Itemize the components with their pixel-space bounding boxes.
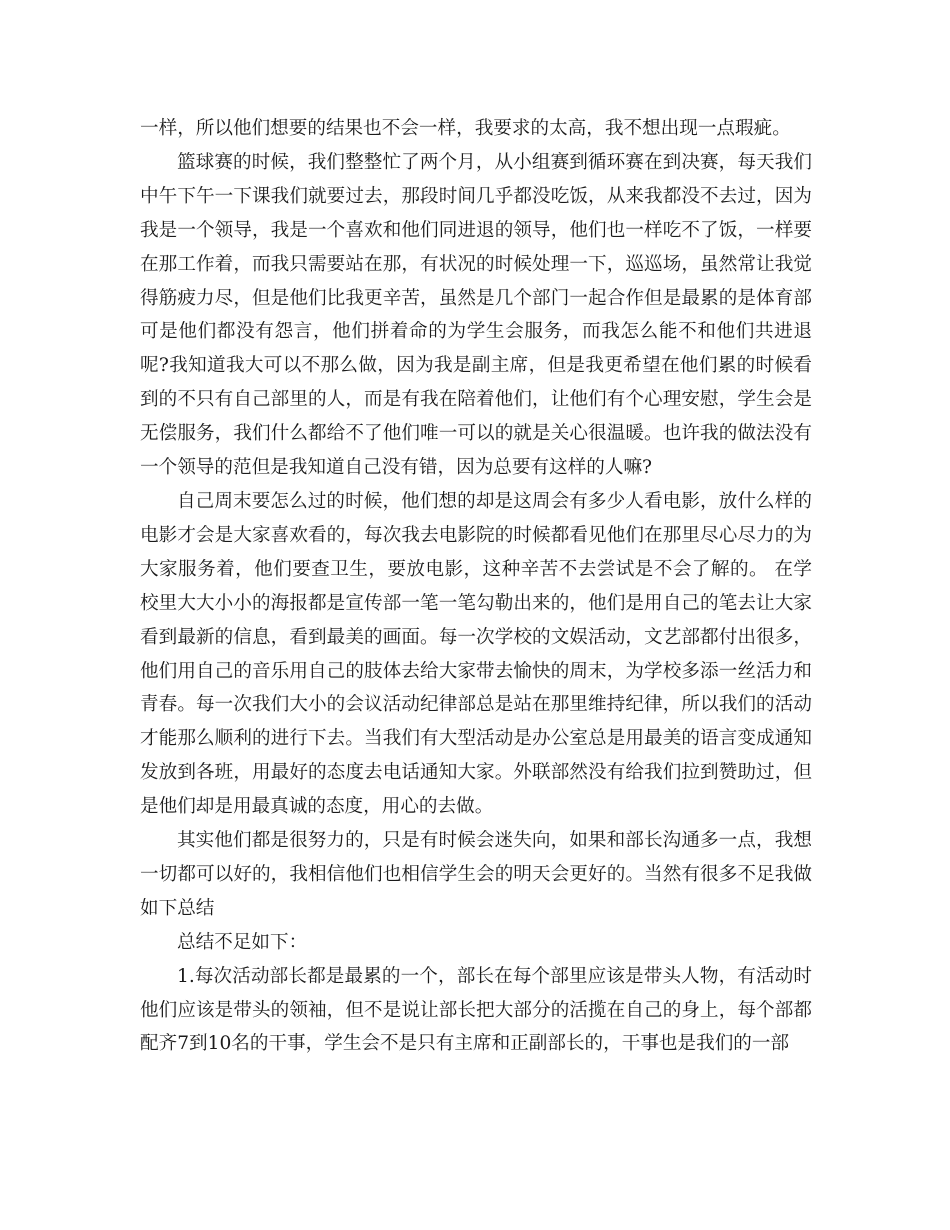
paragraph-2: 篮球赛的时候，我们整整忙了两个月，从小组赛到循环赛在到决赛，每天我们中午下午一下课我们就要过去，那段时间几乎都没吃饭，从来我都没不去过，因为我是一个领导，我是一个喜欢和他们同进退的领导，他们也一样吃不了饭，一样要在那工作着，而我只需要站在那，有状况的时候处理一下，巡巡场，虽然常让我觉得筋疲力尽，但是他们比我更辛苦，虽然是几个部门一起合作但是最累的是体育部可是他们都没有怨言，他们拼着命的为学生会服务，而我怎么能不和他们共进退呢?我知道我大可以不那么做，因为我是副主席，但是我更希望在他们累的时候看到的不只有自己部里的人，而是有我在陪着他们，让他们有个心理安慰，学生会是无偿服务，我们什么都给不了他们唯一可以的就是关心很温暖。也许我的做法没有一个领导的范但是我知道自己没有错，因为总要有这样的人嘛? <box>140 151 812 479</box>
paragraph-1: 一样，所以他们想要的结果也不会一样，我要求的太高，我不想出现一点瑕疵。 <box>140 118 791 139</box>
paragraph-5: 总结不足如下： <box>177 931 308 953</box>
paragraph-6: 1.每次活动部长都是最累的一个，部长在每个部里应该是带头人物，有活动时他们应该是带头的领袖，但不是说让部长把大部分的活揽在自己的身上，每个部都配齐7到10名的干事，学生会不是只有主席和正副部长的，干事也是我们的一部 <box>140 965 812 1055</box>
paragraph-3: 自己周末要怎么过的时候，他们想的却是这周会有多少人看电影，放什么样的电影才会是大家喜欢看的，每次我去电影院的时候都看见他们在那里尽心尽力的为大家服务着，他们要查卫生，要放电影，这种辛苦不去尝试是不会了解的。 在学校里大大小小的海报都是宣传部一笔一笔勾勒出来的，他们是用自己的笔去让大家看到最新的信息，看到最美的画面。每一次学校的文娱活动，文艺部都付出很多，他们用自己的音乐用自己的肢体去给大家带去愉快的周末，为学校多添一丝活力和青春。每一次我们大小的会议活动纪律部总是站在那里维持纪律，所以我们的活动才能那么顺利的进行下去。当我们有大型活动是办公室总是用最美的语言变成通知发放到各班，用最好的态度去电话通知大家。外联部然没有给我们拉到赞助过，但是他们却是用最真诚的态度，用心的去做。 <box>140 490 812 818</box>
paragraph-4: 其实他们都是很努力的，只是有时候会迷失向，如果和部长沟通多一点，我想一切都可以好的，我相信他们也相信学生会的明天会更好的。当然有很多不足我做如下总结 <box>140 830 812 919</box>
document-body <box>140 112 812 1061</box>
